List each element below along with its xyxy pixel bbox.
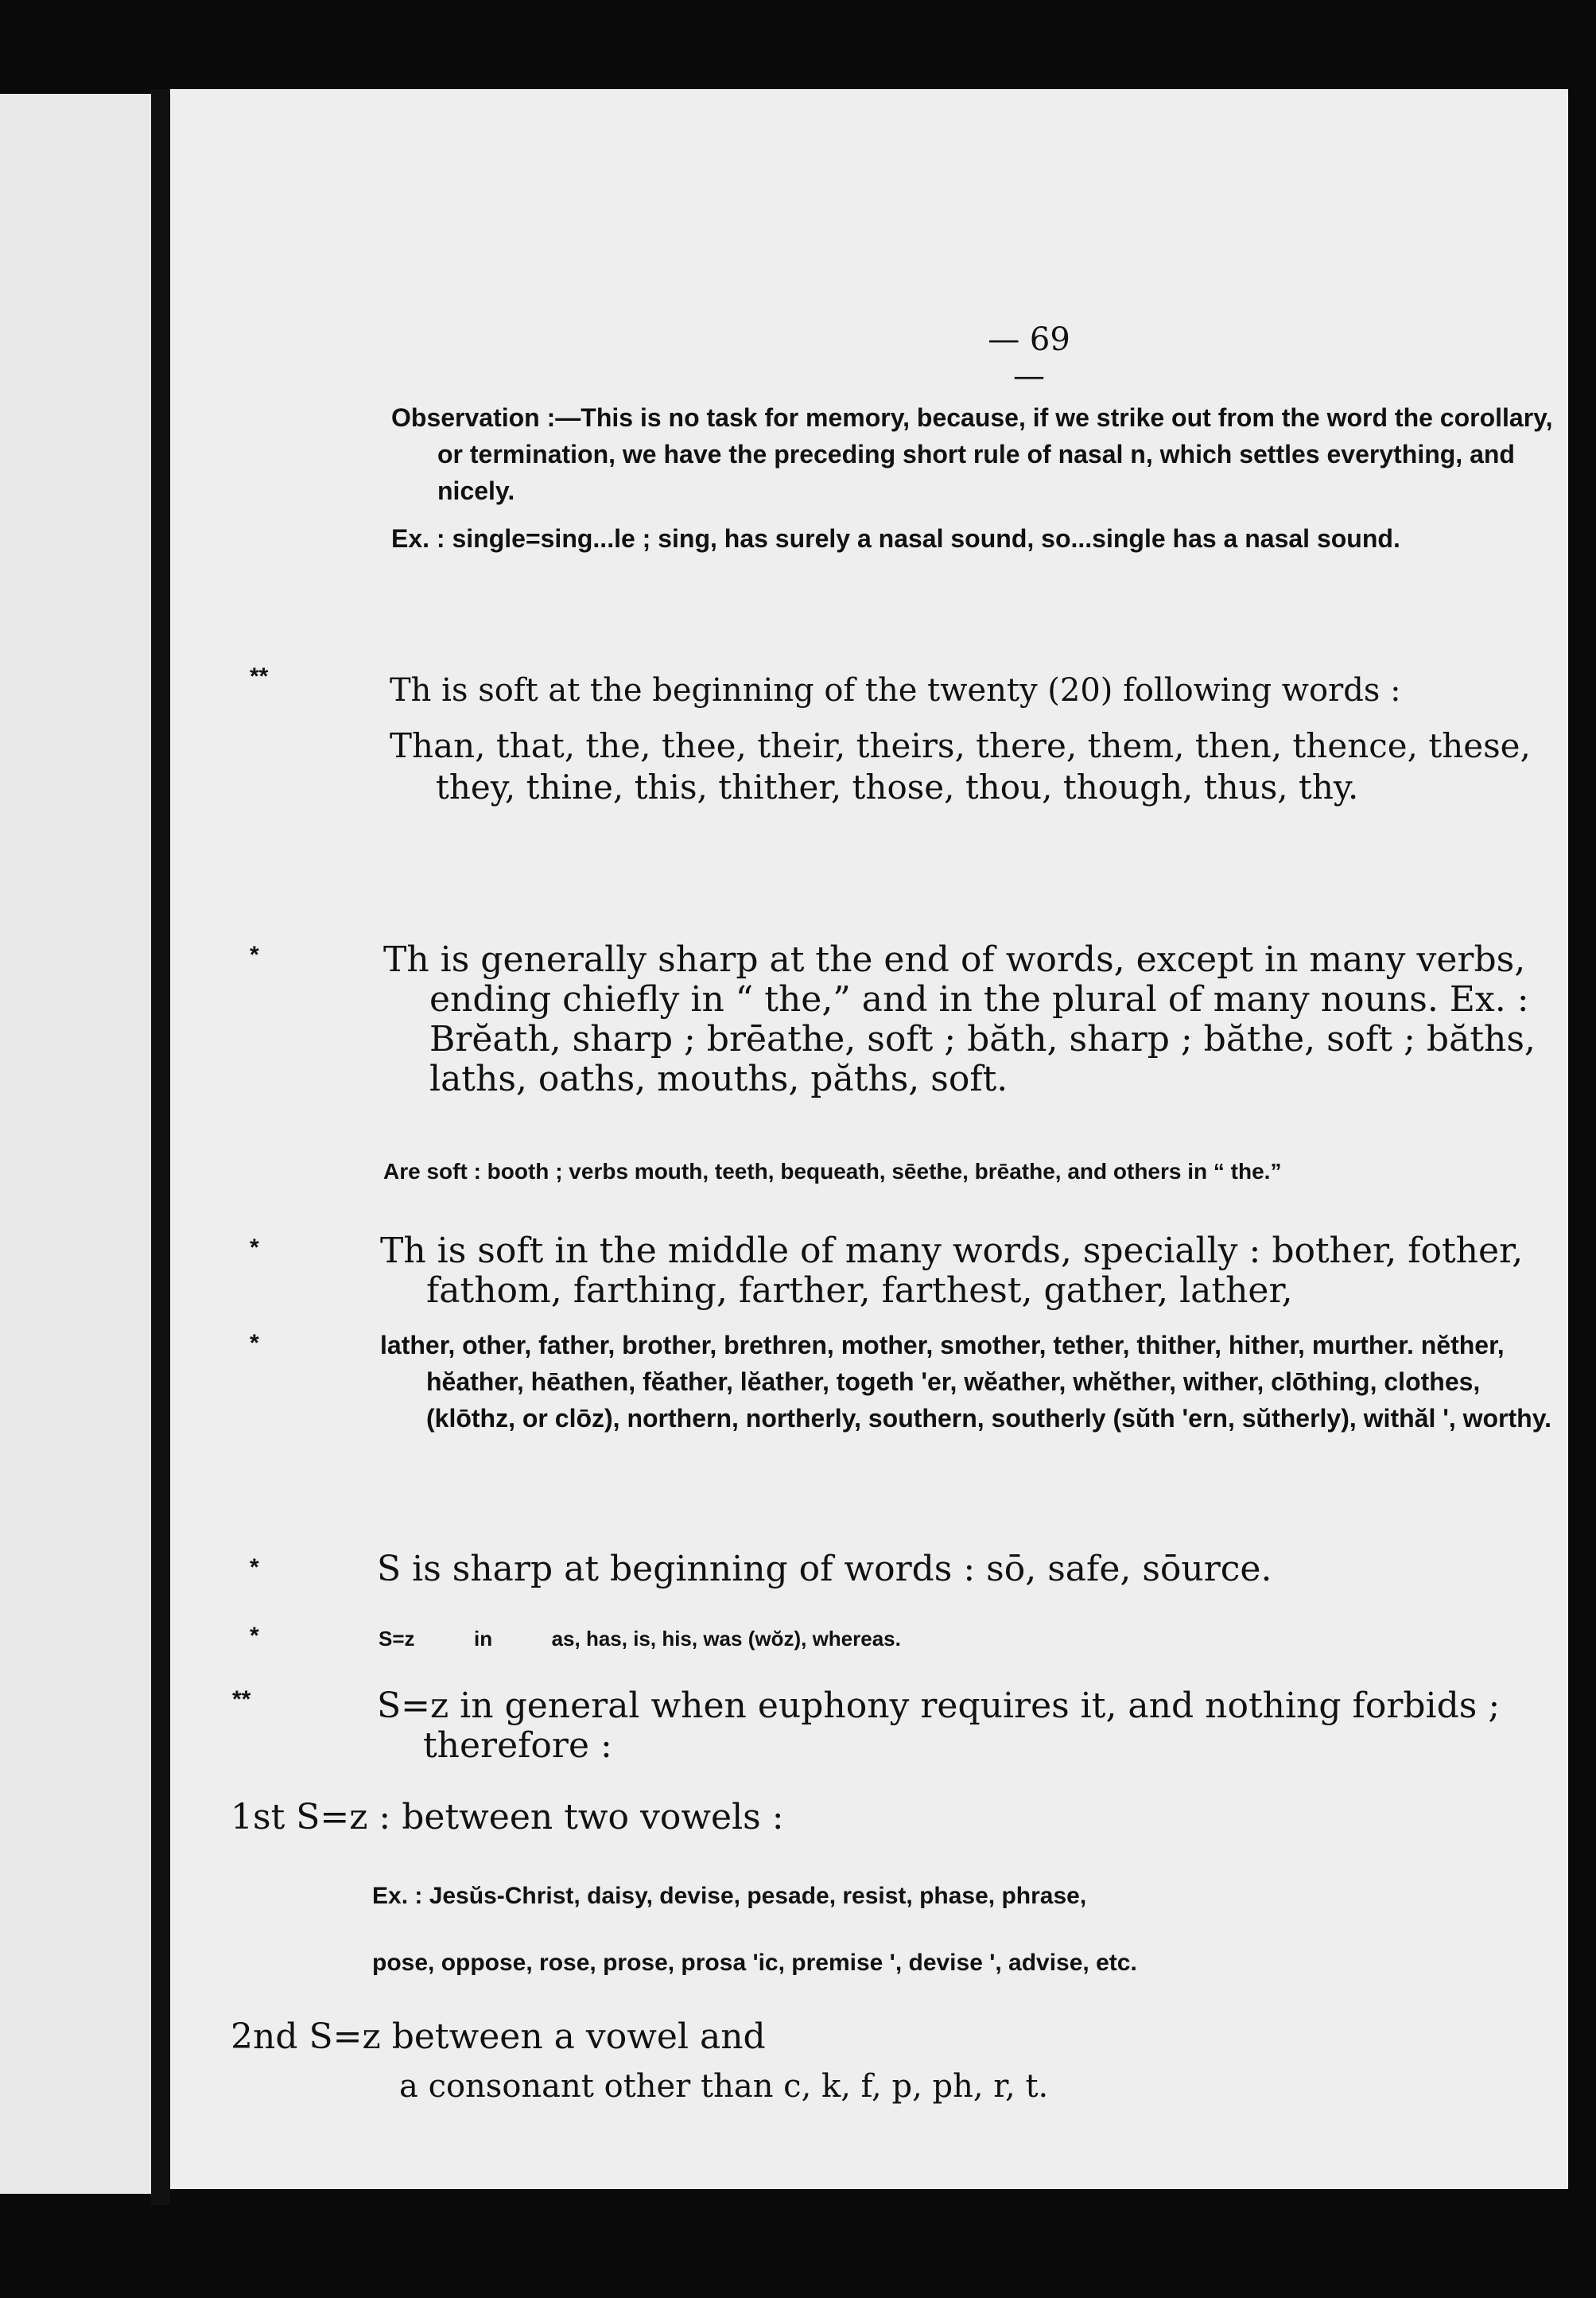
facing-page-edge bbox=[0, 94, 151, 2194]
th-soft-beginning-rule: Th is soft at the beginning of the twenty (20) following words : bbox=[390, 672, 1401, 709]
s-z-words: as, has, is, his, was (wŏz), whereas. bbox=[551, 1627, 901, 1651]
first-rule-example-1: Ex. : Jesŭs-Christ, daisy, devise, pesade, resist, phase, phrase, bbox=[372, 1883, 1087, 1909]
marker-star: * bbox=[250, 1623, 259, 1649]
first-rule-example-2: pose, oppose, rose, prose, prosa ʹic, premise ʹ, devise ʹ, advise, etc. bbox=[372, 1950, 1137, 1976]
first-rule-text: between two vowels : bbox=[402, 1797, 784, 1837]
marker-double-star: ** bbox=[250, 663, 269, 690]
s-z-general-rule: S=z in general when euphony requires it, and nothing forbids ; therefore : bbox=[377, 1686, 1501, 1766]
observation-paragraph bbox=[391, 399, 1568, 557]
observation-text: —This is no task for memory, because, if we strike out from the word the corollary, or termination, we have the preceding short rule of nasal n, which settles everything, and nicely. bbox=[437, 403, 1553, 505]
s-sharp-section bbox=[377, 1549, 1562, 1589]
th-sharp-end-rule: Th is generally sharp at the end of words, except in many verbs, ending chiefly in “ the,” and in the plural of many nouns. Ex. : Brĕath, sharp ; brēathe, soft ; băth, sharp ; băthe, soft ; băths, laths, oaths, mouths, păths, soft. bbox=[383, 939, 1536, 1099]
observation-example: Ex. : single=sing...le ; sing, has surely a nasal sound, so...single has a nasal sound. bbox=[391, 524, 1400, 553]
s-z-label: S=z bbox=[379, 1627, 415, 1651]
first-rule-line bbox=[231, 1798, 1567, 1837]
second-rule-text: between a vowel and bbox=[391, 2016, 766, 2057]
marker-star: * bbox=[250, 1554, 259, 1581]
are-soft-note-text: Are soft : booth ; verbs mouth, teeth, bequeath, sēethe, brēathe, and others in “ the.” bbox=[383, 1159, 1282, 1184]
th-soft-middle-section bbox=[380, 1231, 1568, 1311]
th-sharp-end-section bbox=[383, 940, 1568, 1099]
s-z-in-line bbox=[379, 1624, 1492, 1653]
second-rule-line bbox=[231, 2017, 1567, 2057]
are-soft-note bbox=[383, 1157, 1560, 1187]
book-spine bbox=[151, 89, 170, 2205]
th-soft-middle-continuation bbox=[380, 1327, 1568, 1437]
observation-label: Observation : bbox=[391, 403, 556, 432]
s-z-general-section bbox=[377, 1686, 1554, 1766]
th-soft-beginning-section bbox=[390, 670, 1567, 808]
second-rule-label: 2nd S=z bbox=[231, 2016, 381, 2057]
second-rule-continuation: a consonant other than c, k, f, p, ph, r, t. bbox=[399, 2068, 1049, 2105]
book-page bbox=[170, 89, 1568, 2189]
th-soft-middle-words: lather, other, father, brother, brethren, mother, smother, tether, thither, hither, murther. nĕther, hĕather, hēathen, fĕather, lĕather, togeth ʹer, wĕather, whĕther, wither, clōthing, clothes, (klōthz, or clōz), northern, northerly, southern, southerly (sŭth ʹern, sŭtherly), withăl ʹ, worthy. bbox=[380, 1331, 1552, 1433]
s-sharp-rule: S is sharp at beginning of words : sō, safe, sōurce. bbox=[377, 1549, 1272, 1589]
th-soft-words-list: Than, that, the, thee, their, theirs, there, them, then, thence, these, they, thine, this, thither, those, thou, though, thus, thy. bbox=[390, 726, 1531, 807]
first-rule-label: 1st S=z : bbox=[231, 1797, 391, 1837]
s-z-in: in bbox=[474, 1627, 493, 1651]
th-soft-middle-rule: Th is soft in the middle of many words, specially : bother, fother, fathom, farthing, farther, farthest, gather, lather, bbox=[380, 1231, 1524, 1311]
marker-star: * bbox=[250, 1235, 259, 1261]
marker-star: * bbox=[250, 1330, 259, 1356]
marker-double-star: ** bbox=[232, 1686, 251, 1713]
page-number: — 69 — bbox=[988, 321, 1070, 395]
marker-star: * bbox=[250, 942, 259, 968]
